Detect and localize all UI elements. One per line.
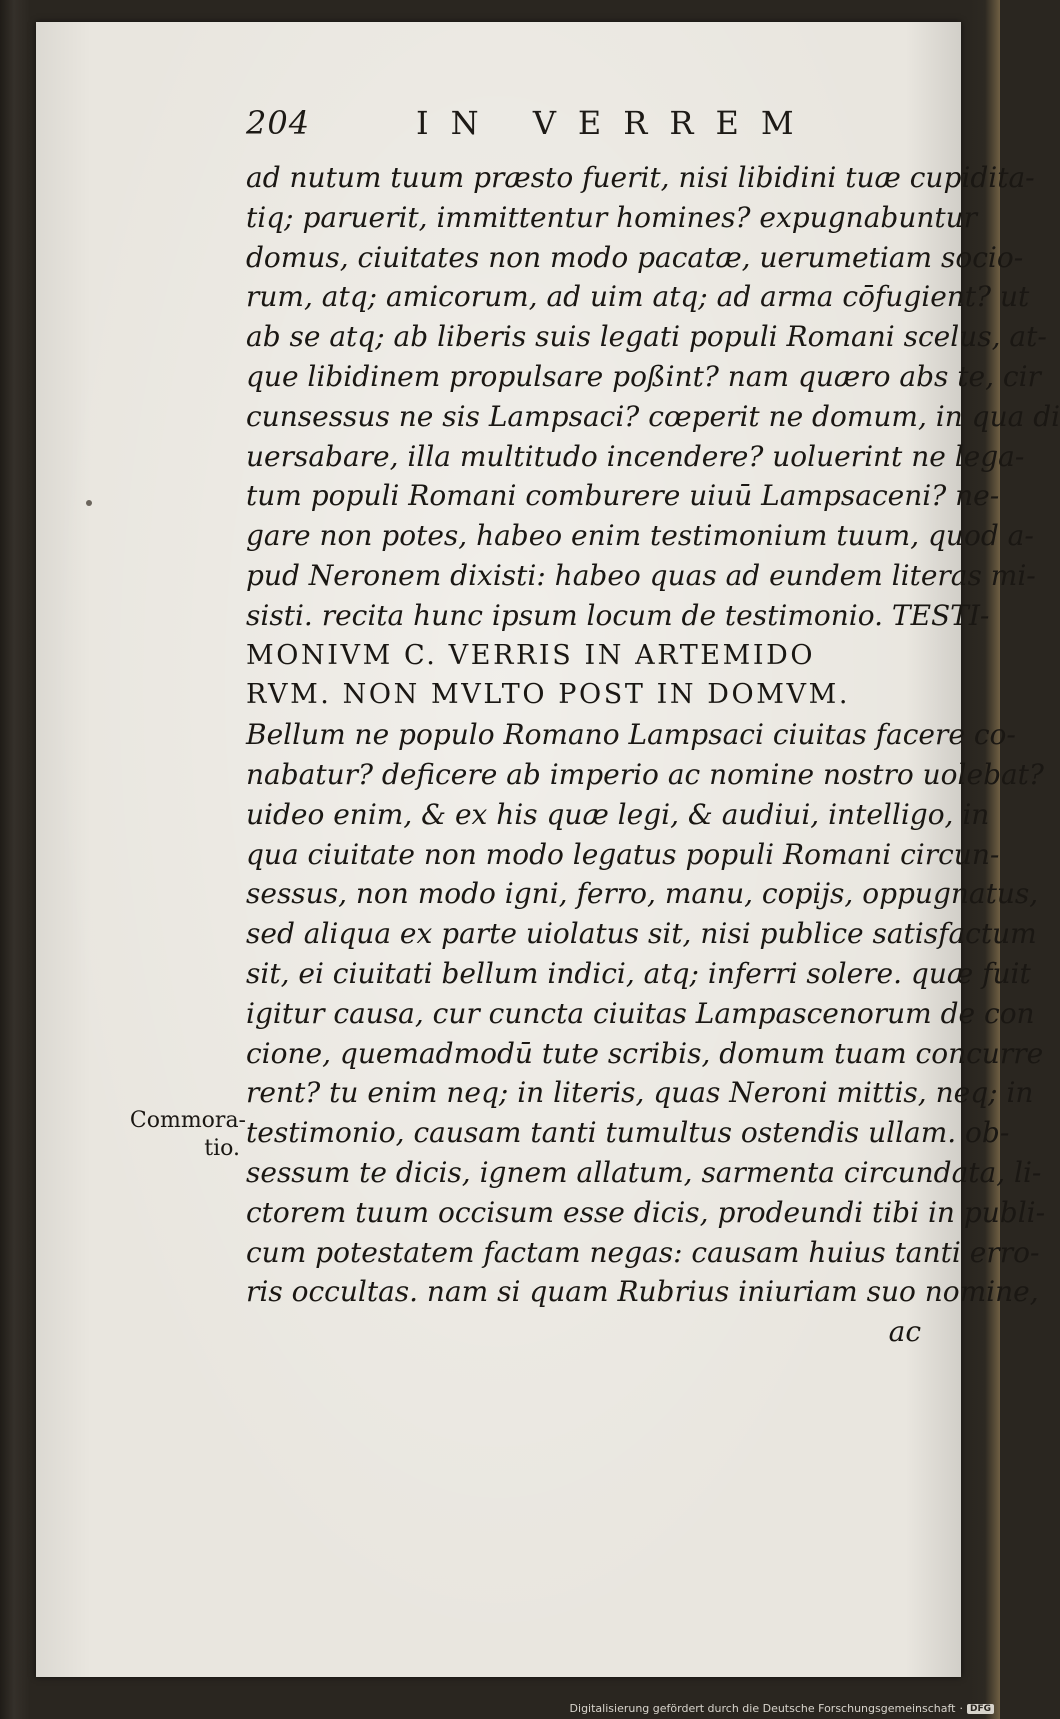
- text-line: rum, atq; amicorum, ad uim atq; ad arma cōfugient? ut: [246, 280, 1030, 314]
- marginal-note-line: Commora-: [129, 1108, 246, 1133]
- text-line: gare non potes, habeo enim testimonium tuum, quod a-: [246, 519, 1034, 553]
- text-line: ris occultas. nam si quam Rubrius iniuriam suo nomine,: [246, 1275, 1039, 1309]
- text-line: ad nutum tuum præsto fuerit, nisi libidini tuæ cupidita-: [246, 161, 1035, 194]
- text-line: tiq; paruerit, immittentur homines? expugnabuntur: [246, 200, 978, 234]
- text-line: tum populi Romani comburere uiuū Lampsaceni? ne-: [246, 479, 1000, 513]
- text-line: ab se atq; ab liberis suis legati populi Romani scelus, at-: [246, 320, 1047, 354]
- marginal-note-line: tio.: [204, 1136, 240, 1161]
- marginal-note: [116, 1107, 246, 1163]
- text-line-capitals: RVM. NON MVLTO POST IN DOMVM.: [246, 679, 851, 711]
- text-line: nabatur? deficere ab imperio ac nomine nostro uolebat?: [246, 757, 1044, 791]
- page-number: 204: [246, 104, 311, 142]
- credit-text: Digitalisierung gefördert durch die Deutsche Forschungsgemeinschaft: [569, 1702, 956, 1715]
- page-header: [246, 92, 846, 142]
- text-line: sed aliqua ex parte uiolatus sit, nisi publice satisfactum: [246, 917, 1037, 951]
- running-title: IN VERREM: [416, 104, 816, 142]
- text-line: ctorem tuum occisum esse dicis, prodeundi tibi in publi-: [246, 1195, 1046, 1229]
- book-page: [36, 22, 1060, 1677]
- text-line: igitur causa, cur cuncta ciuitas Lampascenorum de con: [246, 996, 1035, 1030]
- ink-speck: [86, 500, 92, 506]
- text-line: sisti. recita hunc ipsum locum de testimonio. TESTI-: [246, 598, 990, 632]
- text-line: que libidinem propulsare poßint? nam quæro abs te, cir: [246, 359, 1041, 393]
- body-text: [246, 158, 1060, 1352]
- dfg-logo-icon: DFG: [967, 1704, 994, 1714]
- text-line: cunsessus ne sis Lampsaci? cœperit ne domum, in qua di: [246, 399, 1060, 433]
- text-line: sessus, non modo igni, ferro, manu, copijs, oppugnatus,: [246, 877, 1039, 911]
- text-line: cione, quemadmodū tute scribis, domum tuam concurre: [246, 1036, 1044, 1070]
- text-line: cum potestatem factam negas: causam huius tanti erro-: [246, 1235, 1040, 1269]
- catchword: ac: [888, 1315, 921, 1349]
- text-line-capitals: MONIVM C. VERRIS IN ARTEMIDO: [246, 639, 816, 671]
- text-line: qua ciuitate non modo legatus populi Romani circun-: [246, 837, 1000, 871]
- text-line: sit, ei ciuitati bellum indici, atq; inferri solere. quæ fuit: [246, 956, 1031, 990]
- text-line: domus, ciuitates non modo pacatæ, uerumetiam socio-: [246, 240, 1024, 274]
- digitization-credit: Digitalisierung gefördert durch die Deutsche Forschungsgemeinschaft · DFG: [570, 1702, 994, 1715]
- text-line: Bellum ne populo Romano Lampsaci ciuitas facere co-: [246, 718, 1016, 752]
- text-line: pud Neronem dixisti: habeo quas ad eundem literas mi-: [246, 558, 1036, 592]
- text-line: sessum te dicis, ignem allatum, sarmenta circundata, li-: [246, 1155, 1042, 1189]
- text-line: rent? tu enim neq; in literis, quas Neroni mittis, neq; in: [246, 1076, 1034, 1110]
- text-line: uideo enim, & ex his quæ legi, & audiui, intelligo, in: [246, 797, 990, 831]
- text-line: uersabare, illa multitudo incendere? uoluerint ne lega-: [246, 439, 1025, 473]
- text-line: testimonio, causam tanti tumultus ostendis ullam. ob-: [246, 1116, 1010, 1150]
